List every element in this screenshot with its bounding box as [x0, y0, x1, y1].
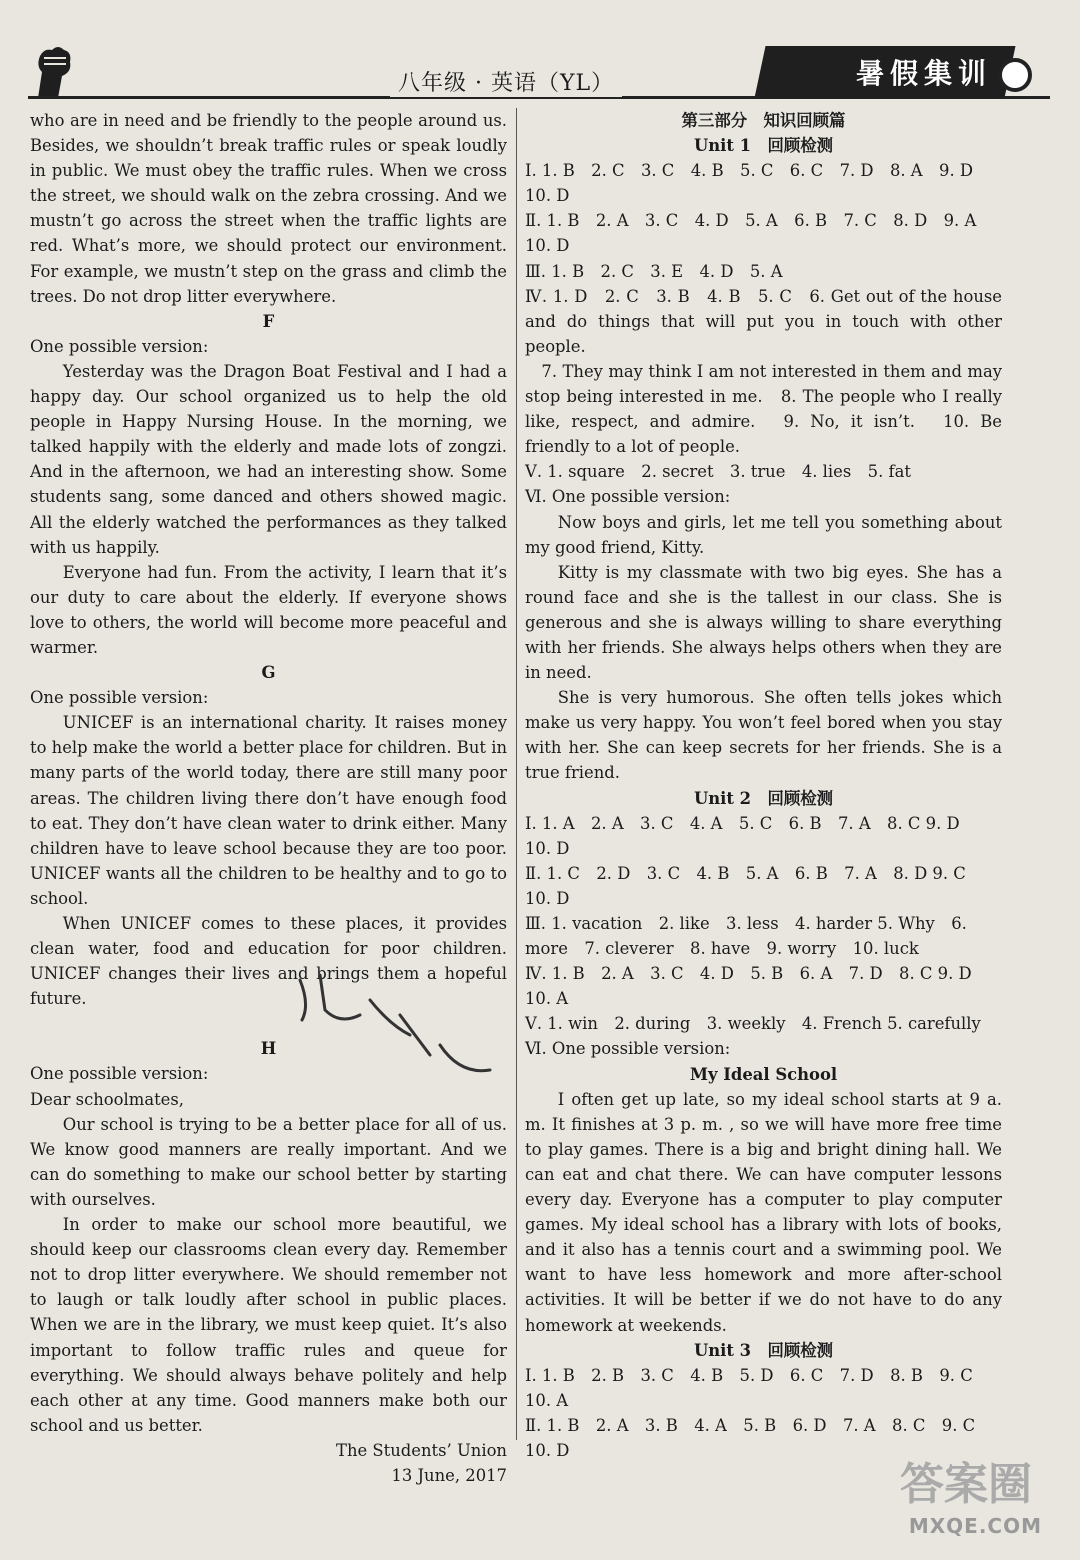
left-column — [30, 108, 507, 1488]
unit3-heading: Unit 3 回顾检测 — [693, 1340, 834, 1360]
answer-line: Ⅲ. 1. vacation 2. like 3. less 4. harder 5. Why 6. more 7. cleverer 8. have 9. worry 10. luck — [525, 914, 973, 959]
handwritten-scribble — [290, 965, 510, 1095]
watermark-logo: 答案圈 — [900, 1459, 1032, 1510]
section-heading: 第三部分 知识回顾篇 — [681, 111, 846, 130]
paragraph: Everyone had fun. From the activity, I learn that it’s our duty to care about the elderly. If everyone shows love to others, the world will become more peaceful and warmer. — [30, 562, 507, 657]
intro-text: One possible version: — [30, 336, 209, 356]
paragraph: Now boys and girls, let me tell you something about my good friend, Kitty. — [525, 512, 1002, 557]
answer-line: Ⅵ. One possible version: — [525, 1039, 731, 1059]
watermark — [872, 1460, 1062, 1550]
answer-line: Ⅰ. 1. A 2. A 3. C 4. A 5. C 6. B 7. A 8. C 9. D 10. D — [525, 813, 977, 858]
answer-line: Ⅱ. 1. B 2. A 3. C 4. D 5. A 6. B 7. C 8. D 9. A 10. D — [525, 211, 982, 256]
intro-text: One possible version: — [30, 688, 209, 708]
answer-line: Ⅰ. 1. B 2. B 3. C 4. B 5. D 6. C 7. D 8. B 9. C 10. A — [525, 1365, 978, 1410]
answer-line: Ⅴ. 1. win 2. during 3. weekly 4. French 5. carefully — [525, 1014, 981, 1034]
paragraph: UNICEF is an international charity. It raises money to help make the world a better place for children. But in many parts of the world today, there are still many poor areas. The children living there don’t have enough food to eat. They don’t have clean water to drink either. Many children have to leave school because they are too poor. UNICEF wants all the children to be healthy and to go to school. — [30, 713, 507, 908]
paragraph: I often get up late, so my ideal school starts at 9 a. m. It finishes at 3 p. m. , so we will have more free time to play games. There is a big and bright dining hall. We can eat and chat there. We can have computer lessons every day. Everyone has a computer to play computer games. My ideal school has a library with lots of books, and it also has a tennis court and a swimming pool. We want to have less homework and more after-school activities. It will be better if we do not have to do any homework at weekends. — [525, 1089, 1002, 1335]
unit1-heading: Unit 1 回顾检测 — [693, 136, 834, 156]
paragraph: She is very humorous. She often tells jokes which make us very happy. You won’t feel bored when you stay with her. She can keep secrets for her friends. She is a true friend. — [525, 688, 1002, 783]
paragraph: Kitty is my classmate with two big eyes. She has a round face and she is the tallest in our class. She is generous and she is always willing to share everything with her friends. She always helps others when they are in need. — [525, 562, 1002, 683]
watermark-url: MXQE.COM — [908, 1514, 1042, 1538]
answer-line: Ⅳ. 1. D 2. C 3. B 4. B 5. C 6. Get out of the house and do things that will put you in touch with other people. — [525, 286, 1002, 356]
page-header — [0, 0, 1080, 110]
section-label-h: H — [260, 1039, 277, 1059]
brand-label: 暑假集训 — [855, 57, 992, 90]
answer-line: Ⅴ. 1. square 2. secret 3. true 4. lies 5. fat — [525, 462, 911, 482]
answer-line: Ⅱ. 1. C 2. D 3. C 4. B 5. A 6. B 7. A 8. D 9. C 10. D — [525, 863, 983, 908]
intro-text: One possible version: — [30, 1064, 209, 1084]
section-label-g: G — [261, 663, 276, 683]
answer-line: Ⅱ. 1. B 2. A 3. B 4. A 5. B 6. D 7. A 8. C 9. C 10. D — [525, 1415, 981, 1460]
column-divider — [516, 108, 517, 1440]
essay-title: My Ideal School — [689, 1064, 838, 1084]
answer-line: Ⅳ. 1. B 2. A 3. C 4. D 5. B 6. A 7. D 8. C 9. D 10. A — [525, 964, 989, 1009]
right-column — [525, 108, 1002, 1463]
letter-signature: The Students’ Union — [336, 1440, 507, 1460]
brand-ring-icon — [998, 58, 1032, 92]
paragraph: Our school is trying to be a better place for all of us. We know good manners are really important. And we can do something to make our school better by starting with ourselves. — [30, 1114, 507, 1209]
page-title: 八年级 · 英语（YL） — [390, 66, 622, 97]
letter-greeting: Dear schoolmates, — [30, 1089, 185, 1109]
section-label-f: F — [262, 311, 275, 331]
paragraph: In order to make our school more beautiful, we should keep our classrooms clean every day. Remember not to drop litter everywhere. We should remember not to laugh or talk loudly after school in public places. When we are in the library, we must keep quiet. It’s also important to follow traffic rules and queue for everything. We should always behave politely and help each other at any time. Good manners make both our school and us better. — [30, 1215, 507, 1435]
fist-icon — [28, 42, 76, 100]
letter-date: 13 June, 2017 — [391, 1465, 507, 1485]
paragraph: When UNICEF comes to these places, it provides clean water, food and education for poor children. UNICEF changes their lives and brings them a hopeful future. — [30, 914, 507, 1009]
unit2-heading: Unit 2 回顾检测 — [693, 788, 834, 808]
answer-line: Ⅰ. 1. B 2. C 3. C 4. B 5. C 6. C 7. D 8. A 9. D 10. D — [525, 161, 979, 206]
answer-line: Ⅲ. 1. B 2. C 3. E 4. D 5. A — [525, 261, 783, 281]
paragraph: who are in need and be friendly to the people around us. Besides, we shouldn’t break traffic rules or speak loudly in public. We must obey the traffic rules. When we cross the street, we should walk on the zebra crossing. And we mustn’t go across the street when the traffic lights are red. What’s more, we should protect our environment. For example, we mustn’t step on the grass and climb the trees. Do not drop litter everywhere. — [30, 111, 507, 306]
answer-line: 7. They may think I am not interested in them and may stop being interested in me. 8. The people who I really like, respect, and admire. 9. No, it isn’t. 10. Be friendly to a lot of people. — [525, 361, 1002, 457]
answer-line: Ⅵ. One possible version: — [525, 487, 731, 507]
paragraph: Yesterday was the Dragon Boat Festival and I had a happy day. Our school organized us to help the old people in Happy Nursing House. In the morning, we talked happily with the elderly and made lots of zongzi. And in the afternoon, we had an interesting show. Some students sang, some danced and others showed magic. All the elderly watched the performances as they talked with us happily. — [30, 361, 507, 557]
